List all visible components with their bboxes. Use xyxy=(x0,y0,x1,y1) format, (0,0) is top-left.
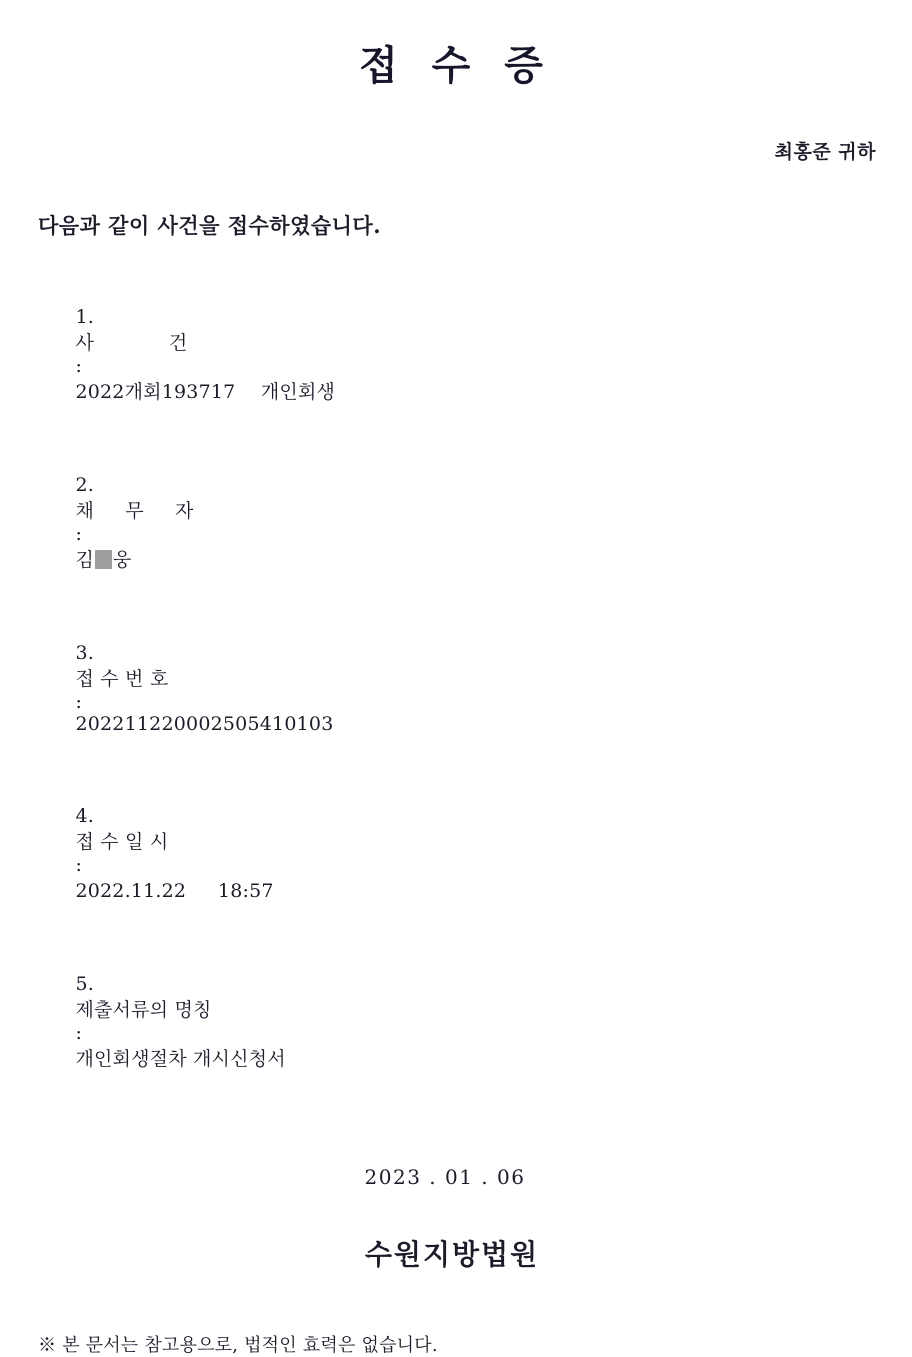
lead-sentence: 다음과 같이 사건을 접수하였습니다. xyxy=(38,213,382,238)
item-separator: : xyxy=(75,691,83,713)
recipient-line xyxy=(0,137,912,164)
issue-date: 2023 . 01 . 06 xyxy=(364,1165,526,1189)
item-value-suffix: 웅 xyxy=(113,549,132,571)
redaction-block xyxy=(95,550,112,569)
item-value: 2022개회193717 개인회생 xyxy=(75,381,336,403)
item-separator: : xyxy=(75,523,83,545)
list-item xyxy=(38,284,912,426)
item-label: 채 무 자 xyxy=(75,500,194,522)
item-label: 접 수 일 시 xyxy=(75,831,169,853)
item-separator: : xyxy=(75,854,83,876)
item-value: 개인회생절차 개시신청서 xyxy=(75,1048,286,1070)
item-label: 제출서류의 명칭 xyxy=(75,999,212,1021)
item-label: 사 건 xyxy=(75,332,188,354)
page-title: 접 수 증 xyxy=(359,42,553,89)
court-name: 수원지방법원 xyxy=(364,1238,540,1271)
list-item xyxy=(38,783,912,925)
item-separator: : xyxy=(75,355,83,377)
recipient-name: 최홍준 귀하 xyxy=(774,141,876,163)
item-number: 4. xyxy=(75,805,94,827)
item-value-prefix: 김 xyxy=(75,549,94,571)
item-separator: : xyxy=(75,1022,83,1044)
item-number: 5. xyxy=(75,973,94,995)
receipt-document-page xyxy=(0,34,912,1356)
item-value: 2022.11.22 18:57 xyxy=(75,880,274,902)
receipt-item-list xyxy=(0,284,912,1093)
list-item xyxy=(38,452,912,594)
item-number: 3. xyxy=(75,642,94,664)
item-number: 2. xyxy=(75,474,94,496)
footnote: ※ 본 문서는 참고용으로, 법적인 효력은 없습니다. xyxy=(38,1335,438,1356)
item-label: 접 수 번 호 xyxy=(75,668,169,690)
item-number: 1. xyxy=(75,306,94,328)
item-value: 202211220002505410103 xyxy=(75,713,334,735)
list-item xyxy=(38,620,912,757)
list-item xyxy=(38,951,912,1093)
